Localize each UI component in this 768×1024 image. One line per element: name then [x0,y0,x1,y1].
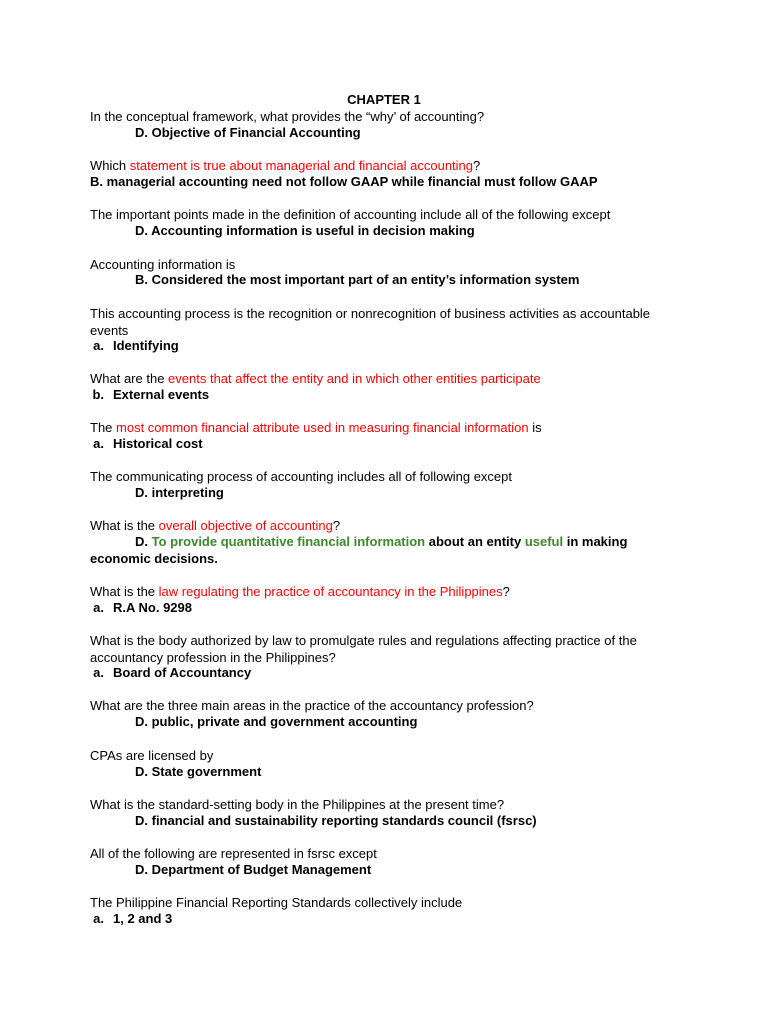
answer-4: B. Considered the most important part of an entity’s information system [135,272,580,287]
chapter-title: CHAPTER 1 [347,92,421,107]
question-text: The important points made in the definition of accounting include all of the following except [90,207,611,222]
answer-text: Historical cost [113,436,203,451]
answer-14: D. financial and sustainability reporting standards council (fsrsc) [135,813,537,828]
question-highlight: statement is true about managerial and financial accounting [129,158,474,173]
question-1 [90,109,690,126]
question-text: What is the [90,518,159,533]
answer-15: D. Department of Budget Management [135,862,372,877]
question-2 [90,158,690,175]
answer-3: D. Accounting information is useful in decision making [135,223,475,238]
question-3 [90,207,690,224]
question-11 [90,633,680,666]
question-text: What is the [90,584,159,599]
question-9 [90,518,690,535]
answer-text: R.A No. 9298 [113,600,192,615]
question-12 [90,698,690,715]
question-highlight: most common financial attribute used in measuring financial information [116,420,529,435]
answer-7 [82,436,203,453]
answer-1: D. Objective of Financial Accounting [135,125,361,140]
question-text: Accounting information is [90,257,236,272]
question-text: What is the standard-setting body in the Philippines at the present time? [90,797,505,812]
question-16 [90,895,690,912]
answer-16 [82,911,172,928]
question-10 [90,584,690,601]
answer-10 [82,600,192,617]
answer-text: about an entity [425,534,525,549]
question-8 [90,469,690,486]
question-7 [90,420,690,437]
answer-12: D. public, private and government accounting [135,714,418,729]
answer-2: B. managerial accounting need not follow GAAP while financial must follow GAAP [90,174,598,189]
answer-5 [82,338,179,355]
answer-13: D. State government [135,764,262,779]
answer-6 [82,387,209,404]
question-text: is [528,420,542,435]
question-text: What is the body authorized by law to promulgate rules and regulations affecting practice of the accountancy profession in the Philippines? [90,633,637,665]
answer-8: D. interpreting [135,485,224,500]
question-text: In the conceptual framework, what provides the “why’ of accounting? [90,109,485,124]
question-text: The communicating process of accounting includes all of following except [90,469,513,484]
answer-text: D. [135,534,152,549]
answer-text: Identifying [113,338,179,353]
answer-letter: a. [93,665,104,680]
answer-text: Board of Accountancy [113,665,252,680]
question-6 [90,371,690,388]
question-text: What are the three main areas in the practice of the accountancy profession? [90,698,534,713]
answer-letter: a. [93,911,104,926]
answer-letter: b. [92,387,104,402]
question-text: What are the [90,371,169,386]
answer-highlight: To provide quantitative financial information [151,534,426,549]
question-text: Which [90,158,130,173]
question-text: CPAs are licensed by [90,748,214,763]
answer-letter: a. [93,600,104,615]
question-highlight: events that affect the entity and in which other entities participate [168,371,541,386]
answer-text: in making economic decisions. [90,534,628,566]
answer-letter: a. [93,436,104,451]
question-text: ? [502,584,510,599]
answer-text: External events [113,387,210,402]
question-highlight: law regulating the practice of accountancy in the Philippines [158,584,503,599]
question-text: All of the following are represented in fsrsc except [90,846,377,861]
question-14 [90,797,690,814]
question-text: ? [473,158,481,173]
answer-text: 1, 2 and 3 [113,911,173,926]
answer-highlight: useful [524,534,564,549]
question-5 [90,306,685,339]
question-highlight: overall objective of accounting [158,518,333,533]
question-13 [90,748,690,765]
answer-9 [90,534,680,567]
answer-11 [82,665,251,682]
question-text: The Philippine Financial Reporting Standards collectively include [90,895,463,910]
question-15 [90,846,690,863]
answer-letter: a. [93,338,104,353]
question-text: ? [332,518,341,533]
question-text: This accounting process is the recognition or nonrecognition of business activities as accountable events [90,306,651,338]
question-text: The [90,420,117,435]
